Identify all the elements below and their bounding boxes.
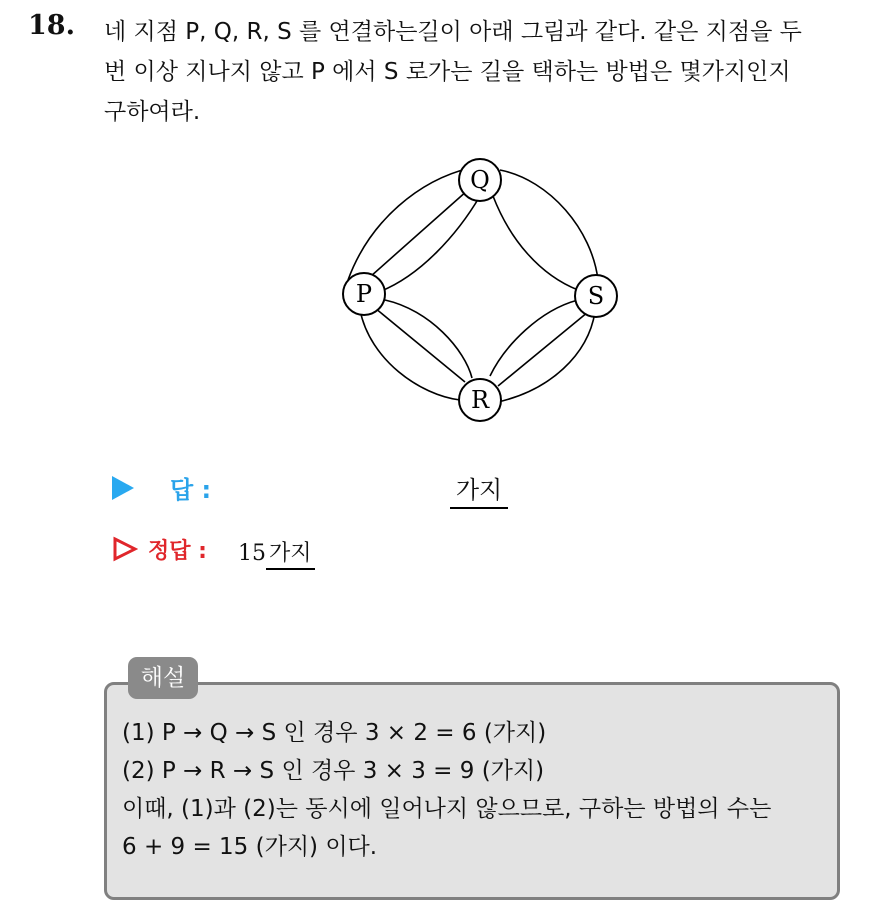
node-p <box>343 273 385 315</box>
solution-unit: 가지 <box>266 541 315 570</box>
svg-text:Q: Q <box>470 166 490 194</box>
node-q <box>459 159 501 201</box>
edge-p-r-1 <box>360 310 460 400</box>
play-triangle-icon <box>112 476 134 500</box>
node-r <box>459 379 501 421</box>
solution-value <box>238 536 315 567</box>
edge-p-q-2 <box>362 190 468 284</box>
edge-r-s-1 <box>490 300 578 376</box>
explanation-line-2: (2) P → R → S 인 경우 3 × 3 = 9 (가지) <box>122 758 545 784</box>
question-number: 18. <box>28 10 75 41</box>
explanation-tab: 해설 <box>128 657 198 699</box>
explanation-line-4: 6 + 9 = 15 (가지) 이다. <box>122 834 378 860</box>
explanation-line-3: 이때, (1)과 (2)는 동시에 일어나지 않으므로, 구하는 방법의 수는 <box>122 796 772 822</box>
answer-blank-field[interactable]: 가지 <box>450 470 508 509</box>
solution-number: 15 <box>238 541 266 566</box>
explanation-text <box>122 714 771 866</box>
edge-p-q-1 <box>348 168 470 280</box>
edge-r-s-3 <box>498 312 595 402</box>
svg-text:R: R <box>470 386 490 414</box>
explanation-line-1: (1) P → Q → S 인 경우 3 × 2 = 6 (가지) <box>122 720 547 746</box>
answer-label: 답 : <box>170 476 212 504</box>
edge-r-s-2 <box>498 312 588 386</box>
solution-label: 정답 : <box>148 539 207 564</box>
question-line-2: 번 이상 지나지 않고 P 에서 S 로가는 길을 택하는 방법은 몇가지인지 <box>104 59 791 85</box>
edge-p-r-3 <box>385 300 472 378</box>
solution-row <box>110 532 610 572</box>
edge-q-s-1 <box>500 170 598 280</box>
edge-p-r-2 <box>375 308 465 382</box>
svg-text:P: P <box>355 280 373 308</box>
edge-p-q-3 <box>370 196 480 295</box>
svg-text:S: S <box>587 282 605 310</box>
route-diagram <box>330 150 630 430</box>
question-text <box>104 12 864 132</box>
question-line-1: 네 지점 P, Q, R, S 를 연결하는길이 아래 그림과 같다. 같은 지점을 두 <box>104 19 802 45</box>
question-line-3: 구하여라. <box>104 99 201 125</box>
answer-row <box>110 470 610 504</box>
outline-triangle-icon <box>112 536 138 562</box>
node-s <box>575 275 617 317</box>
